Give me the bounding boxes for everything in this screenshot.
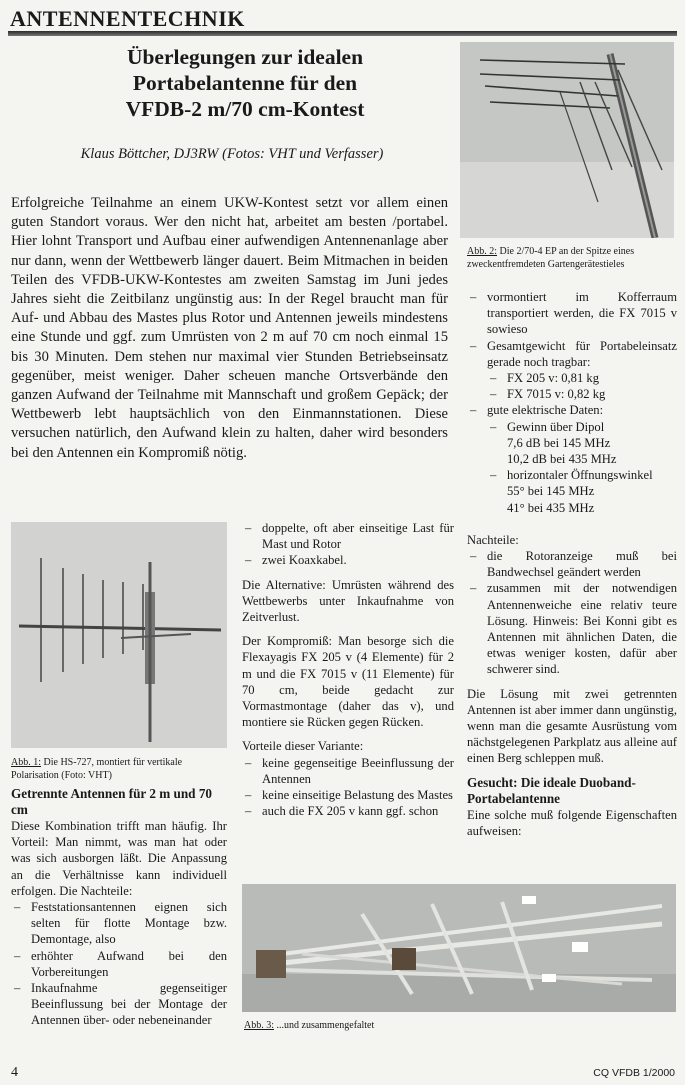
list-item: – keine einseitige Belastung des Mastes [242,787,454,803]
figure-abb3-photo [242,884,676,1012]
list-subitem-value: 41° bei 435 MHz [507,500,595,515]
col3-nachteile-label: Nachteile: [467,532,519,547]
figure-abb2-photo [460,42,674,238]
col1-paragraph: Diese Kombination trifft man häufig. Ihr Vorteil: Man nimmt, was man hat oder was sich ausborgen läßt. Die Anpassung an die Verhältnisse kann individuell erfolgen. Die Nachteile: [11,819,227,898]
list-item-continued [467,289,677,338]
caption-text: Die 2/70-4 EP an der Spitze eines zweckentfremdeten Gartengerätestieles [467,246,635,270]
list-item: – Gesamtgewicht für Portabeleinsatz gerade noch tragbar: [467,338,677,370]
col3-list [467,289,677,516]
figure-abb1-photo [11,522,227,748]
page-number: 4 [11,1065,18,1080]
list-subitem: – horizontaler Öffnungswinkel [467,467,677,483]
list-item: – doppelte, oft aber einseitige Last für Mast und Rotor [242,520,454,552]
col2-list-top [242,520,454,569]
caption-abb2 [467,245,677,271]
list-subitem: – Gewinn über Dipol [467,419,677,435]
col1-heading: Getrennte Antennen für 2 m und 70 cm [11,786,213,817]
list-subitem: – FX 7015 v: 0,82 kg [467,386,677,402]
list-item: – erhöhter Aufwand bei den Vorbereitungen [11,948,227,980]
section-rule [8,31,677,36]
column-1 [11,786,227,1029]
caption-text: ...und zusammengefaltet [274,1020,375,1031]
article-title [40,44,450,122]
col3-loesung: Die Lösung mit zwei getrennten Antennen ist aber immer dann ungünstig, wenn man die gesamte Ausrüstung vom nächstgelegenen Parkplatz aus alleine auf einen Berg schleppen muß. [467,686,677,766]
col2-kompromiss: Der Kompromiß: Man besorge sich die Flexayagis FX 205 v (4 Elemente) für 2 m und die FX 7015 v (11 Elemente) für 70 cm, beide gedacht zur Vormastmontage (daher das v), und montiere sie Rücken gegen Rücken. [242,634,454,730]
caption-label: Abb. 1: [11,757,41,768]
col3-end: Eine solche muß folgende Eigenschaften aufweisen: [467,807,677,838]
caption-abb1 [11,756,227,782]
list-item: – auch die FX 205 v kann ggf. schon [242,803,454,819]
col3-heading: Gesucht: Die ideale Duoband-Portabelantenne [467,774,636,806]
col2-vorteile-label: Vorteile dieser Variante: [242,739,364,754]
article-author: Klaus Böttcher, DJ3RW (Fotos: VHT und Verfasser) [80,146,384,162]
list-item: – Inkaufnahme gegenseitiger Beeinflussung bei der Montage der Antennen über- oder nebeneinander [11,980,227,1029]
list-subitem-value: 55° bei 145 MHz [507,484,595,499]
col2-list-vorteile [242,755,454,820]
journal-name: CQ VFDB 1/2000 [593,1067,675,1079]
intro-paragraph: Erfolgreiche Teilnahme an einem UKW-Kontest setzt vor allem einen guten Standort voraus. Wer den nicht hat, arbeitet am besten /portabel. Hier lohnt Transport und Aufbau einer aufwendigen Antennenanlage aber nur dann, wenn der Wettbewerb länger dauert. Beim Mitmachen in beiden Teilen des VFDB-UKW-Kontestes am zweiten Samstag im Juni jedes Jahres sieht die Zeitbilanz ungünstig aus: In der Regel braucht man für Auf- und Abbau des Mastes plus Rotor und Antennen jeweils mindestens eine Stunde und ggf. zum Umrüsten von 2 m auf 70 cm noch einmal 15 bis 30 Minuten. Dem stehen nur maximal vier Stunden Betriebseinsatz gegenüber, meist weniger. Daher scheuen manche Ortsverbände den ganzen Aufwand der Teilnahme mit Mannschaft und großem Gepäck; der Wettbewerb lebt hauptsächlich von den Einmannstationen. Diese versuchen natürlich, den Aufwand klein zu halten, daher wird besonders bei den Antennen ein Kompromiß nötig. [11,195,448,461]
column-2 [242,520,454,819]
col1-list [11,899,227,1029]
list-item: – gute elektrische Daten: [467,402,677,418]
caption-label: Abb. 3: [244,1020,274,1031]
title-line: Überlegungen zur idealen [126,45,364,69]
list-item: – zwei Koaxkabel. [242,552,454,568]
col3-nachteile-list [467,548,677,678]
list-item: – Feststationsantennen eignen sich selten für flotte Montage bzw. Demontage, also [11,899,227,948]
column-3 [467,289,677,847]
title-line: Portabelantenne für den [132,71,358,95]
continued-text: vormontiert im Kofferraum transportiert werden, die FX 7015 v sowieso [487,290,677,337]
section-title: ANTENNENTECHNIK [10,6,245,31]
caption-abb3 [244,1019,674,1032]
caption-label: Abb. 2: [467,246,497,257]
caption-text: Die HS-727, montiert für vertikale Polarisation (Foto: VHT) [11,757,183,781]
list-subitem: – FX 205 v: 0,81 kg [467,370,677,386]
list-subitem-value: 7,6 dB bei 145 MHz [507,435,611,450]
list-item: – zusammen mit der notwendigen Antennenweiche eine relativ teure Lösung. Hinweis: Bei Konni gibt es Antennen mit ähnlichen Daten, die etwas weniger kosten, dafür aber schwerer sind. [467,580,677,677]
title-line: VFDB-2 m/70 cm-Kontest [125,97,365,121]
list-item: – keine gegenseitige Beeinflussung der Antennen [242,755,454,787]
list-item: – die Rotoranzeige muß bei Bandwechsel geändert werden [467,548,677,580]
col2-alternative: Die Alternative: Umrüsten während des Wettbewerbs unter Inkaufnahme von Zeitverlust. [242,577,454,625]
list-subitem-value: 10,2 dB bei 435 MHz [507,452,617,467]
